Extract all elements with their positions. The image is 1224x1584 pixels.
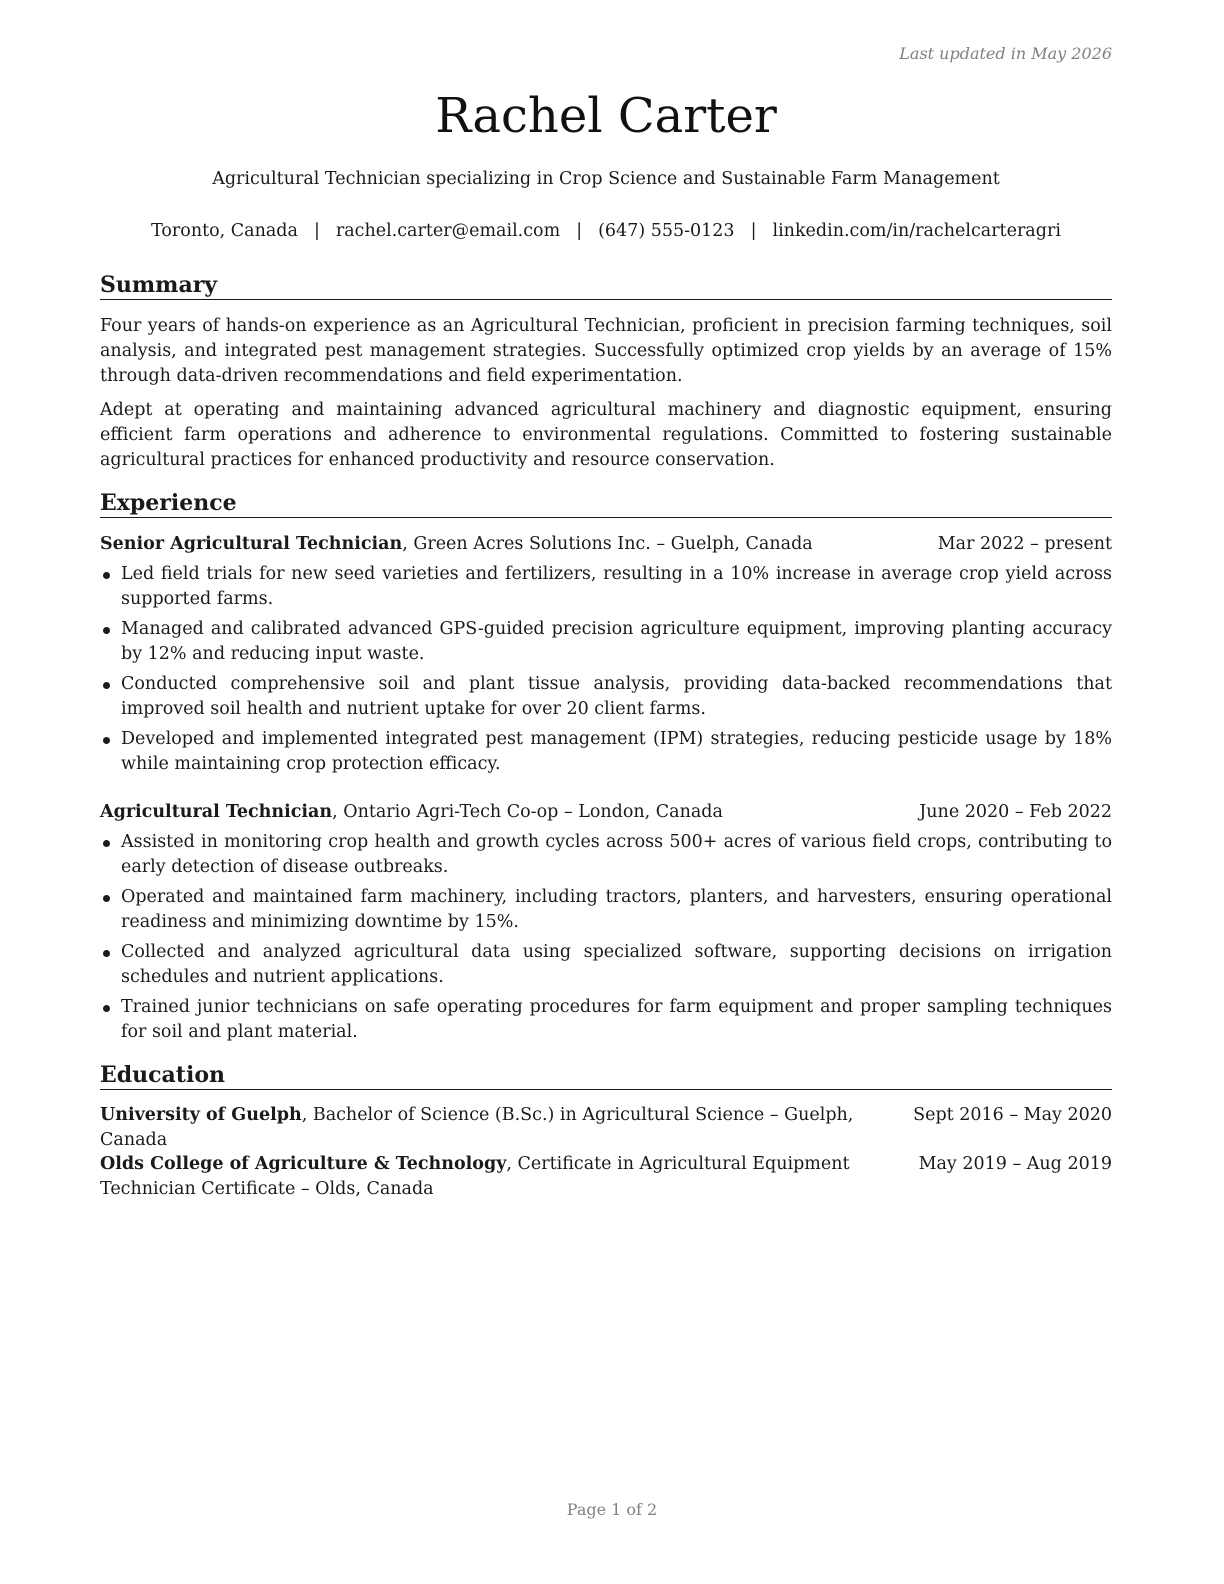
- bullet-dot: [103, 737, 110, 744]
- job-bullet: [100, 885, 1112, 935]
- candidate-name: Rachel Carter: [435, 88, 777, 144]
- job-dates: June 2020 – Feb 2022: [919, 802, 1112, 822]
- job-bullet: [100, 562, 1112, 612]
- job-bullet-text: Trained junior technicians on safe operating procedures for farm equipment and proper sampling techniques for soil and plant material.: [121, 997, 1112, 1042]
- job-bullet-text: Conducted comprehensive soil and plant tissue analysis, providing data-backed recommendations that improved soil health and nutrient uptake for over 20 client farms.: [121, 674, 1112, 719]
- job-org: , Ontario Agri-Tech Co-op – London, Canada: [332, 802, 723, 822]
- job-bullet-text: Managed and calibrated advanced GPS-guided precision agriculture equipment, improving planting accuracy by 12% and reducing input waste.: [121, 619, 1112, 664]
- candidate-headline: Agricultural Technician specializing in Crop Science and Sustainable Farm Management: [212, 169, 1000, 189]
- education-entry: [100, 1103, 890, 1153]
- job-header: [100, 532, 1112, 557]
- contact-linkedin[interactable]: linkedin.com/in/rachelcarteragri: [772, 221, 1061, 241]
- job-dates: Mar 2022 – present: [937, 534, 1112, 554]
- job-bullet-text: Operated and maintained farm machinery, including tractors, planters, and harvesters, ensuring operational readiness and minimizing downtime by 15%.: [121, 887, 1112, 932]
- contact-line: [100, 219, 1112, 243]
- summary-paragraph: Adept at operating and maintaining advanced agricultural machinery and diagnostic equipment, ensuring efficient farm operations and adherence to environmental regulations. Committed to fostering sustainable agricultural practices for enhanced productivity and resource conservation.: [100, 400, 1112, 470]
- job-role: Senior Agricultural Technician: [100, 534, 403, 554]
- job-title-company: [100, 800, 723, 825]
- job-bullet-text: Developed and implemented integrated pest management (IPM) strategies, reducing pesticide usage by 18% while maintaining crop protection efficacy.: [121, 729, 1112, 774]
- job-header: [100, 800, 1112, 825]
- education-dates: May 2019 – Aug 2019: [918, 1154, 1112, 1174]
- education-entry: [100, 1152, 890, 1202]
- job-role: Agricultural Technician: [100, 802, 333, 822]
- job-bullet: [100, 727, 1112, 777]
- job-bullet: [100, 995, 1112, 1045]
- section-title-education: Education: [100, 1061, 1112, 1090]
- job-bullet-text: Assisted in monitoring crop health and growth cycles across 500+ acres of various field crops, contributing to early detection of disease outbreaks.: [121, 832, 1112, 877]
- bullet-dot: [103, 895, 110, 902]
- section-title-experience: Experience: [100, 489, 1112, 518]
- job-bullet-text: Collected and analyzed agricultural data using specialized software, supporting decisions on irrigation schedules and nutrient applications.: [121, 942, 1112, 987]
- education-detail: , Certificate in Agricultural Equipment Technician Certificate – Olds, Canada: [100, 1154, 850, 1199]
- job-org: , Green Acres Solutions Inc. – Guelph, Canada: [402, 534, 813, 554]
- bullet-dot: [103, 572, 110, 579]
- education-school: University of Guelph: [100, 1105, 302, 1125]
- bullet-dot: [103, 840, 110, 847]
- job-bullet-text: Led field trials for new seed varieties and fertilizers, resulting in a 10% increase in average crop yield across supported farms.: [121, 564, 1112, 609]
- page-number: Page 1 of 2: [566, 1500, 658, 1519]
- contact-location: Toronto, Canada: [151, 221, 298, 241]
- job-bullets: [100, 562, 1112, 782]
- job-bullet: [100, 830, 1112, 880]
- job-title-company: [100, 532, 813, 557]
- contact-phone[interactable]: (647) 555-0123: [598, 221, 735, 241]
- job-bullets: [100, 830, 1112, 1050]
- contact-email[interactable]: rachel.carter@email.com: [335, 221, 561, 241]
- bullet-dot: [103, 627, 110, 634]
- education-dates: Sept 2016 – May 2020: [913, 1105, 1112, 1125]
- bullet-dot: [103, 1005, 110, 1012]
- contact-separator: |: [750, 221, 757, 241]
- contact-separator: |: [313, 221, 320, 241]
- job-bullet: [100, 672, 1112, 722]
- job-bullet: [100, 617, 1112, 667]
- contact-separator: |: [576, 221, 583, 241]
- summary-paragraph: Four years of hands-on experience as an Agricultural Technician, proficient in precision farming techniques, soil analysis, and integrated pest management strategies. Successfully optimized crop yields by an average of 15% through data-driven recommendations and field experimentation.: [100, 316, 1112, 386]
- last-updated-note: Last updated in May 2026: [899, 44, 1112, 63]
- section-title-summary: Summary: [100, 271, 1112, 300]
- education-detail: , Bachelor of Science (B.Sc.) in Agricultural Science – Guelph, Canada: [100, 1105, 854, 1150]
- education-school: Olds College of Agriculture & Technology: [100, 1154, 507, 1174]
- bullet-dot: [103, 950, 110, 957]
- bullet-dot: [103, 682, 110, 689]
- job-bullet: [100, 940, 1112, 990]
